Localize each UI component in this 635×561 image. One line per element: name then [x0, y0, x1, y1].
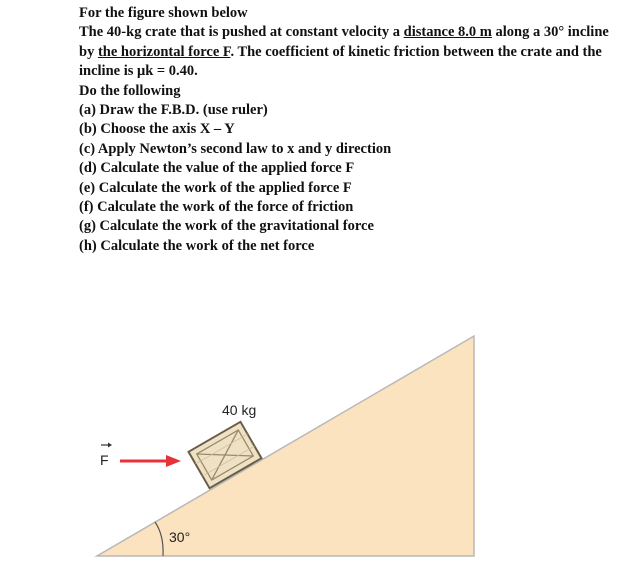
force-label: F — [100, 452, 109, 468]
statement-part3: . The coefficient of kinetic friction between the crate and the incline is μk = 0.40. — [79, 43, 602, 80]
task-item-d: (d) Calculate the value of the applied force F — [79, 160, 355, 177]
task-item-e: (e) Calculate the work of the applied force F — [79, 179, 352, 196]
distance-underlined: distance 8.0 m — [403, 24, 492, 41]
force-vector-bar-tip — [108, 443, 112, 448]
statement-part1: The 40-kg crate that is pushed at constant velocity a — [79, 24, 404, 41]
angle-label: 30° — [169, 529, 191, 545]
instruction: Do the following — [79, 82, 181, 99]
force-underlined: the horizontal force F — [97, 43, 231, 60]
problem-title: For the figure shown below — [79, 5, 248, 21]
task-item-g: (g) Calculate the work of the gravitational force — [79, 218, 374, 235]
task-item-a: (a) Draw the F.B.D. (use ruler) — [79, 102, 268, 119]
task-item-f: (f) Calculate the work of the force of friction — [79, 199, 354, 216]
incline-surface — [97, 336, 474, 556]
statement-part2: along a 30° incline by — [79, 24, 609, 60]
task-item-c: (c) Apply Newton’s second law to x and y direction — [79, 140, 392, 157]
task-item-b: (b) Choose the axis X – Y — [79, 121, 235, 138]
mass-label: 40 kg — [222, 402, 257, 418]
task-item-h: (h) Calculate the work of the net force — [79, 237, 315, 254]
force-arrow-head — [166, 455, 181, 467]
